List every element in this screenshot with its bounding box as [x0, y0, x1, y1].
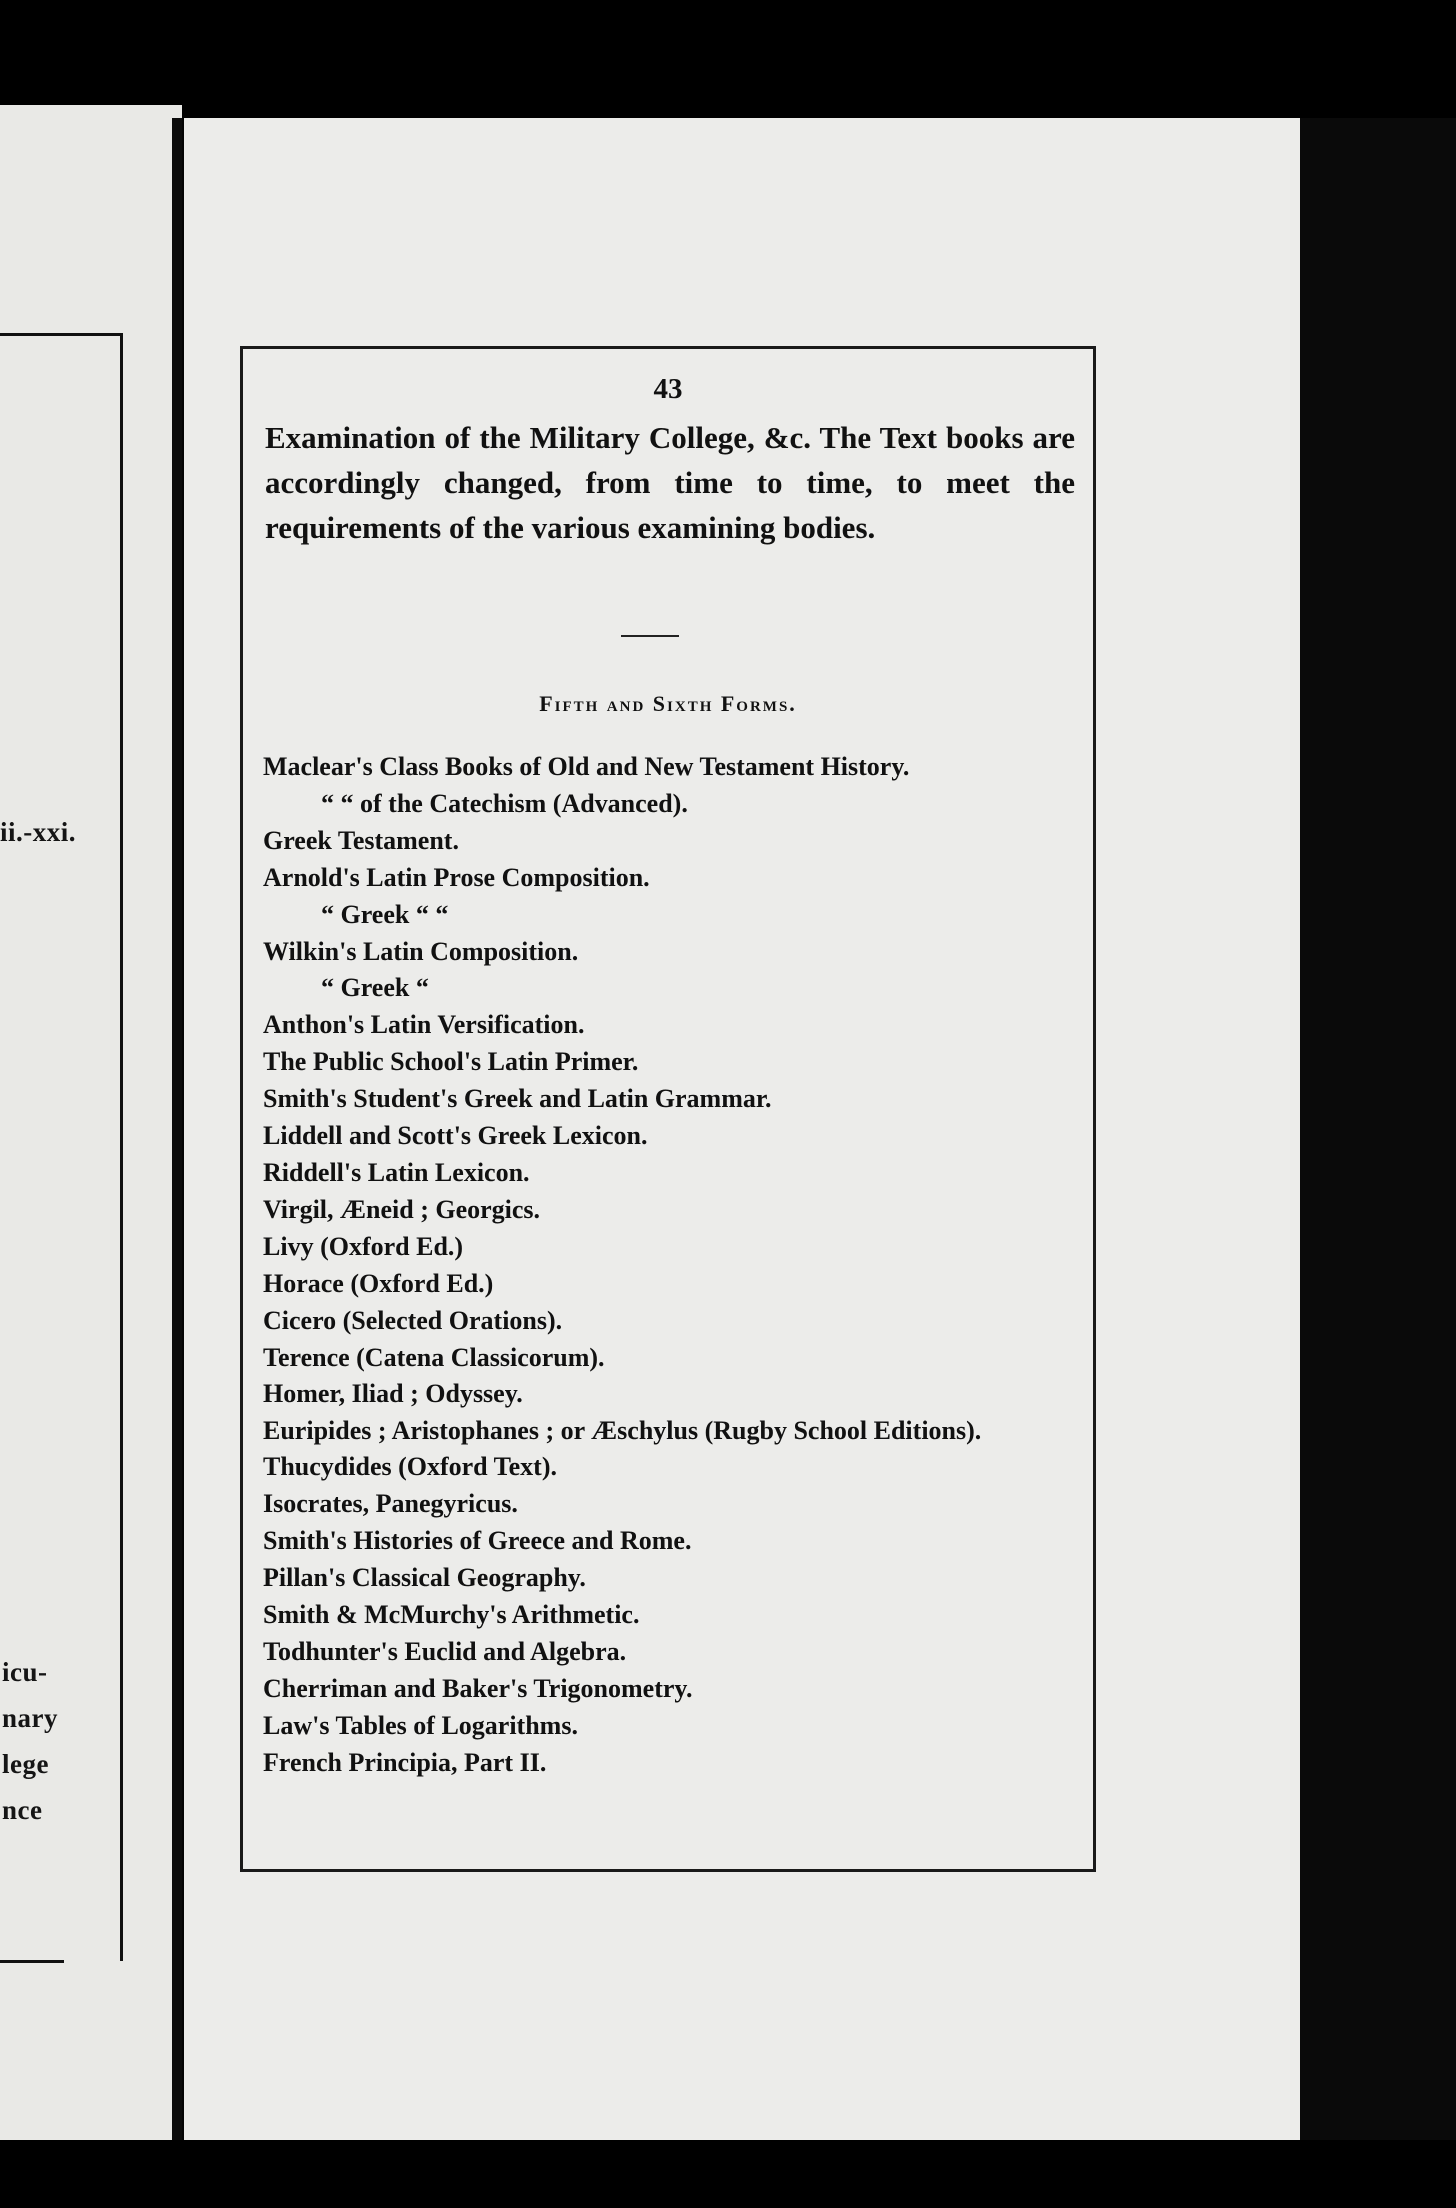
list-item: Smith & McMurchy's Arithmetic. [263, 1599, 640, 1629]
list-item: “ “ of the Catechism (Advanced). [321, 788, 688, 818]
list-item: “ Greek “ [321, 973, 429, 1003]
list-item: Smith's Student's Greek and Latin Grammar. [263, 1084, 772, 1114]
right-page [184, 118, 1316, 2148]
scan-right-border [1300, 118, 1456, 2208]
left-frame-bottom-rule [0, 1960, 64, 1963]
list-item: Law's Tables of Logarithms. [263, 1710, 578, 1740]
left-frame-right-rule [120, 333, 123, 1961]
list-item: Riddell's Latin Lexicon. [263, 1157, 530, 1187]
left-fragment-text: lege [2, 1749, 49, 1779]
list-item: Homer, Iliad ; Odyssey. [263, 1379, 523, 1409]
list-item: Maclear's Class Books of Old and New Testament History. [263, 752, 910, 781]
left-fragment-text: ii.-xxi. [0, 817, 76, 847]
scan-bottom-border [0, 2140, 1456, 2208]
list-item: Anthon's Latin Versification. [263, 1010, 585, 1040]
list-item: Horace (Oxford Ed.) [263, 1268, 494, 1298]
list-item: Terence (Catena Classicorum). [263, 1342, 605, 1372]
text-frame [240, 346, 1096, 1872]
list-item: Isocrates, Panegyricus. [263, 1489, 518, 1519]
left-fragment-text: nce [2, 1795, 43, 1825]
list-item: Cherriman and Baker's Trigonometry. [263, 1673, 693, 1703]
list-item: “ Greek “ “ [321, 899, 449, 929]
left-fragment-text: nary [2, 1703, 58, 1733]
list-item: Arnold's Latin Prose Composition. [263, 862, 650, 892]
scan-top-border [0, 0, 1456, 120]
list-item: Liddell and Scott's Greek Lexicon. [263, 1121, 648, 1151]
list-item: The Public School's Latin Primer. [263, 1047, 639, 1077]
list-item: Cicero (Selected Orations). [263, 1305, 563, 1335]
left-page-fragment [0, 105, 182, 2145]
page-number: 43 [653, 373, 683, 405]
list-item: Thucydides (Oxford Text). [263, 1452, 557, 1482]
left-fragment-text: icu- [2, 1657, 48, 1687]
list-item: Pillan's Classical Geography. [263, 1563, 586, 1593]
list-item: Greek Testament. [263, 825, 459, 855]
list-item: French Principia, Part II. [263, 1747, 547, 1777]
list-item: Livy (Oxford Ed.) [263, 1231, 464, 1261]
section-divider [621, 635, 679, 637]
list-item: Smith's Histories of Greece and Rome. [263, 1526, 692, 1556]
section-heading: Fifth and Sixth Forms. [539, 691, 797, 716]
list-item: Euripides ; Aristophanes ; or Æschylus (Rugby School Editions). [263, 1416, 982, 1446]
list-item: Virgil, Æneid ; Georgics. [263, 1194, 541, 1224]
list-item: Todhunter's Euclid and Algebra. [263, 1636, 627, 1666]
list-item: Wilkin's Latin Composition. [263, 936, 579, 966]
left-frame-top-rule [0, 333, 122, 336]
textbook-list [263, 749, 1083, 1781]
intro-paragraph: Examination of the Military College, &c. The Text books are accordingly changed, from time to time, to meet the requirements of the various examining bodies. [265, 420, 1075, 545]
book-spine [172, 118, 182, 2148]
